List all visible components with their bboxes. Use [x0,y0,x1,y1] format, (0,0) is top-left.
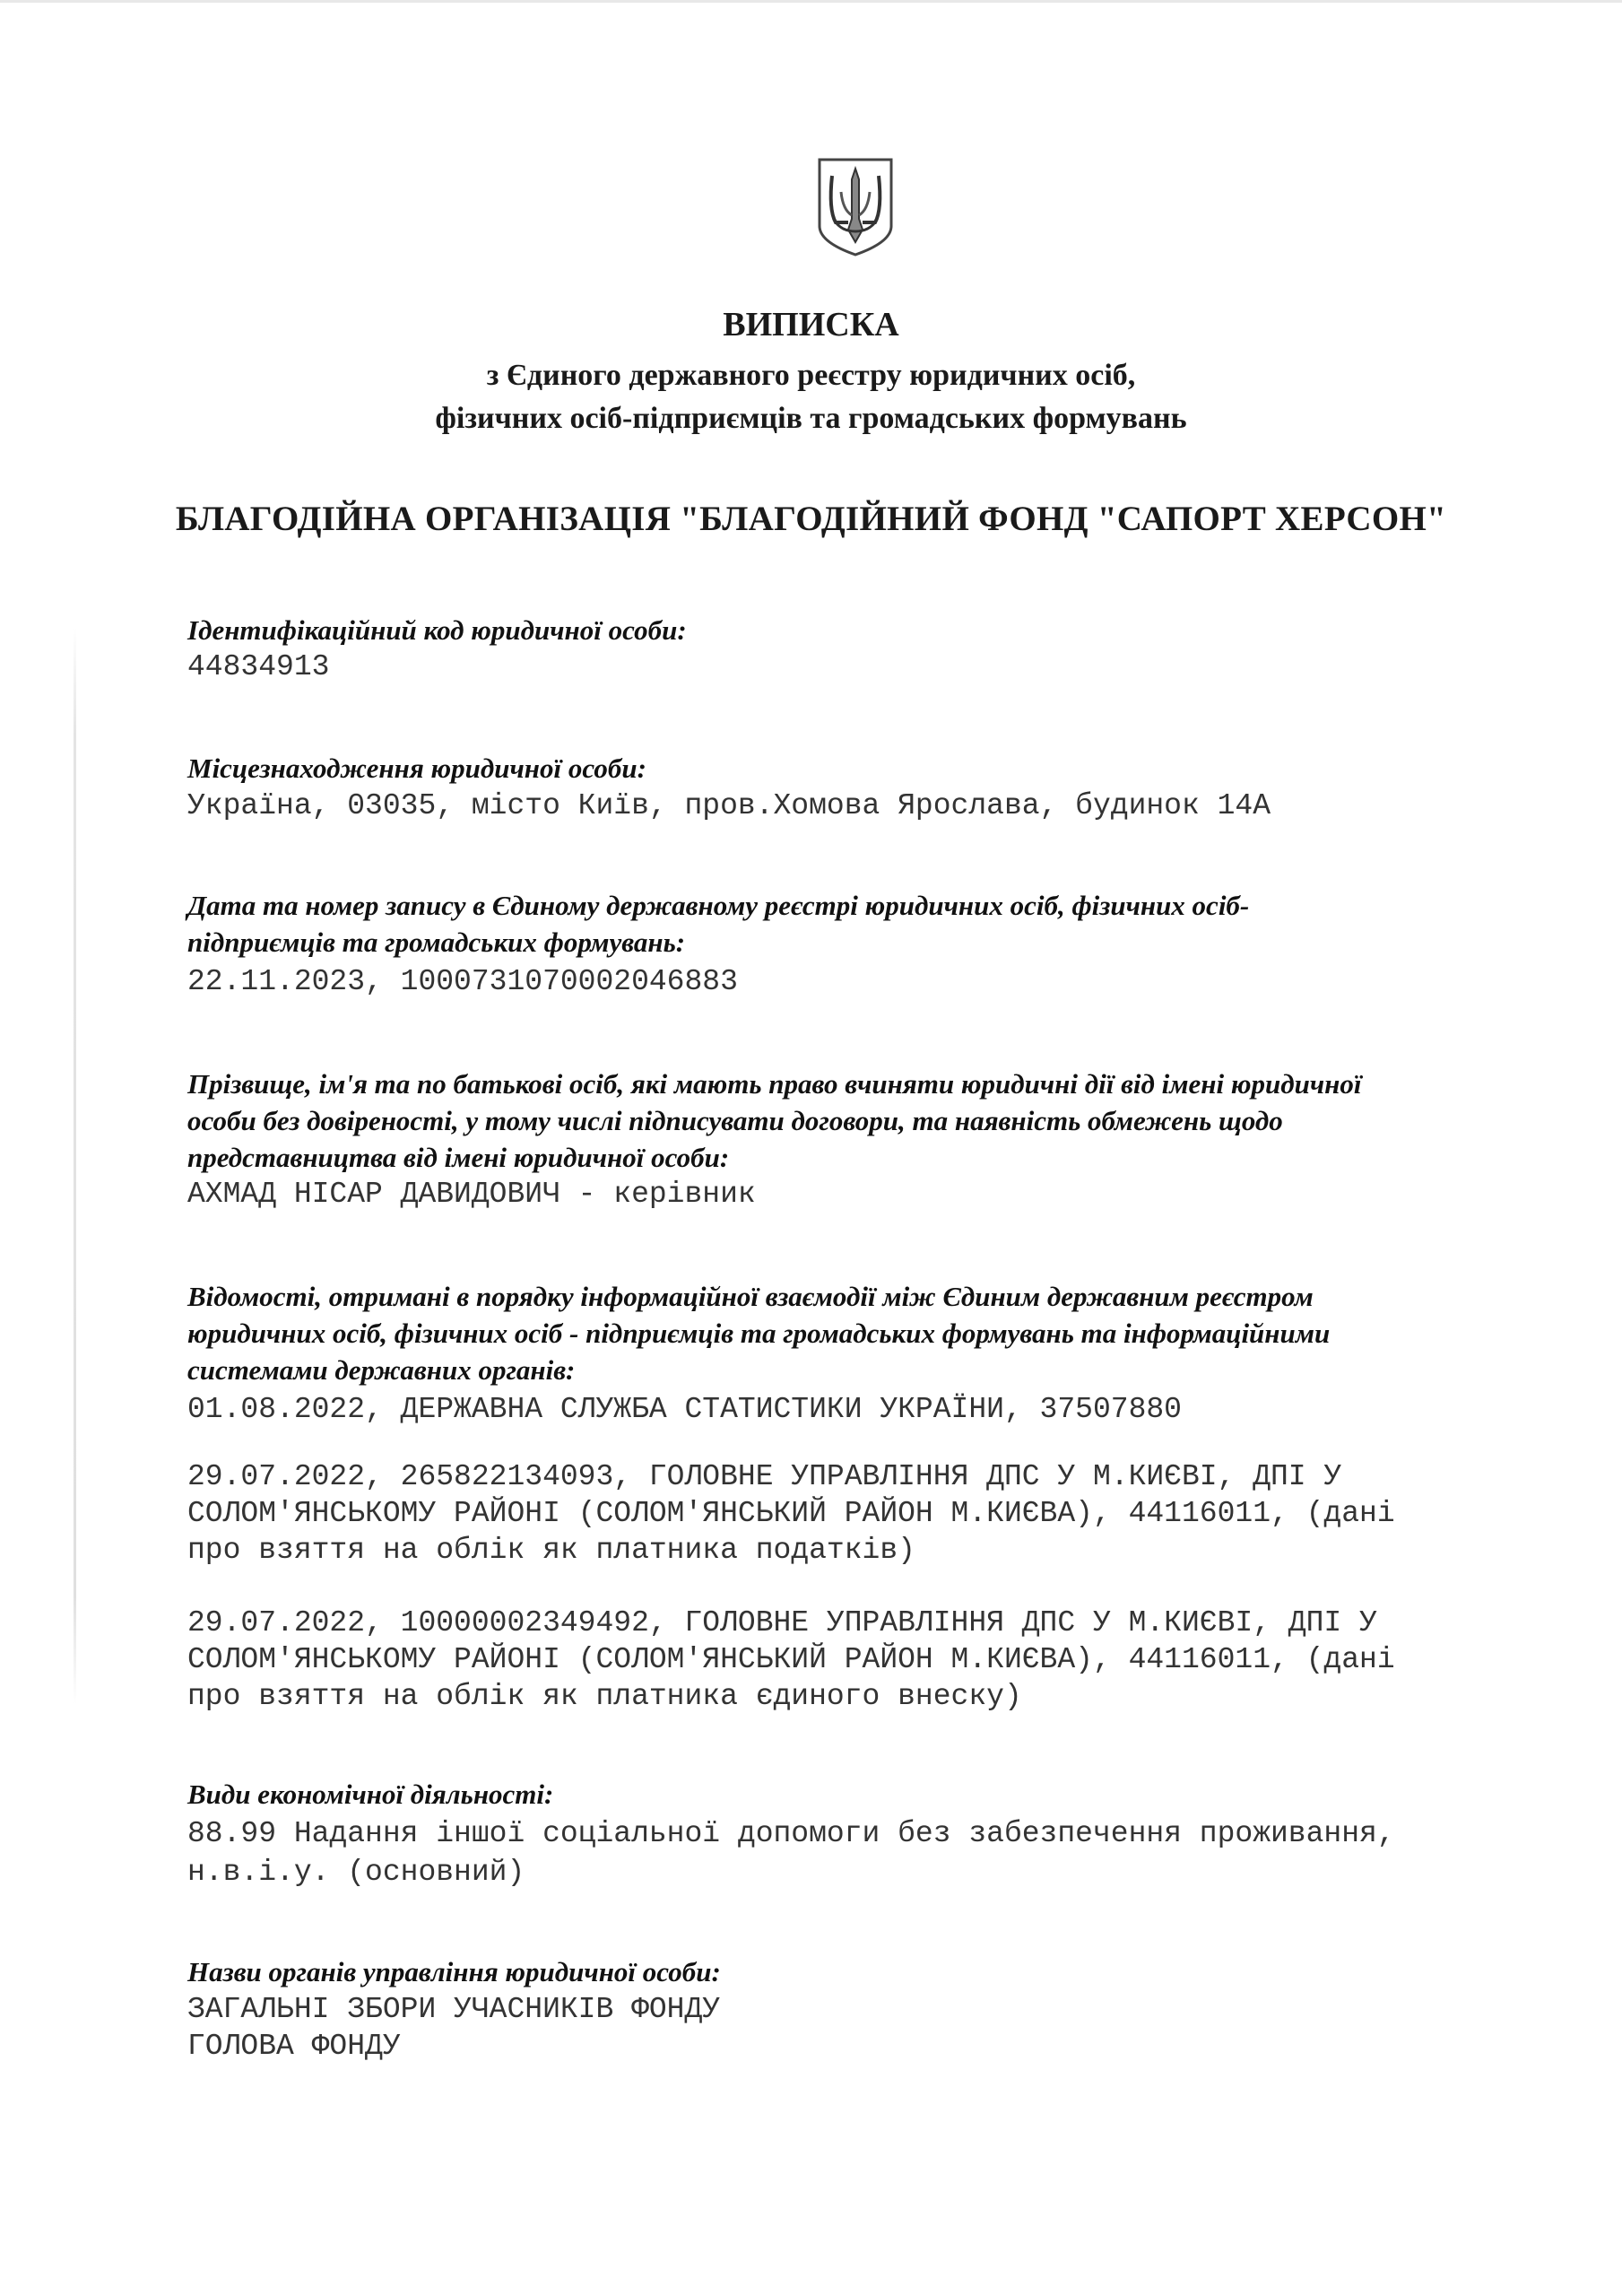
interaction-record: про взяття на облік як платника податків) [187,1534,915,1567]
registration-record-value: 22.11.2023, 1000731070002046883 [187,965,738,998]
section-label: Прізвище, ім'я та по батькові осіб, які мають право вчиняти юридичні дії від імені юридичної [187,1068,1362,1100]
interaction-record: про взяття на облік як платника єдиного внеску) [187,1680,1022,1713]
economic-activity-value: 88.99 Надання іншої соціальної допомоги без забезпечення проживання, [187,1817,1395,1850]
section-label: Види економічної діяльності: [187,1779,554,1810]
section-label: юридичних осіб, фізичних осіб - підприємців та громадських формувань та інформаційними [187,1318,1331,1349]
interaction-record: 29.07.2022, 265822134093, ГОЛОВНЕ УПРАВЛІННЯ ДПС У М.КИЄВІ, ДПІ У [187,1460,1342,1493]
section-label: підприємців та громадських формувань: [187,926,686,958]
section-label: Відомості, отримані в порядку інформаційної взаємодії між Єдиним державним реєстром [187,1281,1314,1312]
identification-code: 44834913 [187,650,330,683]
section-label: представництва від імені юридичної особи: [187,1142,730,1173]
authorized-person-value: АХМАД НІСАР ДАВИДОВИЧ - керівник [187,1178,756,1211]
interaction-record: СОЛОМ'ЯНСЬКОМУ РАЙОНІ (СОЛОМ'ЯНСЬКИЙ РАЙОН М.КИЄВА), 44116011, (дані [187,1497,1395,1530]
document-subtitle-line: фізичних осіб-підприємців та громадських формувань [435,402,1187,435]
coat-of-arms-icon [816,156,895,258]
section-label: Місцезнаходження юридичної особи: [187,752,646,784]
address-value: Україна, 03035, місто Київ, пров.Хомова Ярослава, будинок 14А [187,789,1271,822]
economic-activity-value: н.в.і.у. (основний) [187,1856,525,1889]
organization-name: БЛАГОДІЙНА ОРГАНІЗАЦІЯ "БЛАГОДІЙНИЙ ФОНД "САПОРТ ХЕРСОН" [175,500,1447,538]
document-title: ВИПИСКА [723,306,899,344]
governing-body-value: ЗАГАЛЬНІ ЗБОРИ УЧАСНИКІВ ФОНДУ [187,1993,721,2026]
section-label: Дата та номер запису в Єдиному державному реєстрі юридичних осіб, фізичних осіб- [187,890,1250,921]
interaction-record: 29.07.2022, 10000002349492, ГОЛОВНЕ УПРАВЛІННЯ ДПС У М.КИЄВІ, ДПІ У [187,1606,1377,1639]
document-subtitle-line: з Єдиного державного реєстру юридичних осіб, [486,359,1136,392]
section-label: системами державних органів: [187,1354,576,1386]
section-label: особи без довіреності, у тому числі підписувати договори, та наявність обмежень щодо [187,1105,1283,1136]
section-label: Назви органів управління юридичної особи: [187,1956,721,1987]
interaction-record: СОЛОМ'ЯНСЬКОМУ РАЙОНІ (СОЛОМ'ЯНСЬКИЙ РАЙОН М.КИЄВА), 44116011, (дані [187,1643,1395,1676]
scan-edge [0,0,1622,3]
governing-body-value: ГОЛОВА ФОНДУ [187,2030,401,2063]
interaction-record: 01.08.2022, ДЕРЖАВНА СЛУЖБА СТАТИСТИКИ УКРАЇНИ, 37507880 [187,1393,1182,1426]
scan-artifact [74,628,76,1704]
section-label: Ідентифікаційний код юридичної особи: [187,614,687,646]
